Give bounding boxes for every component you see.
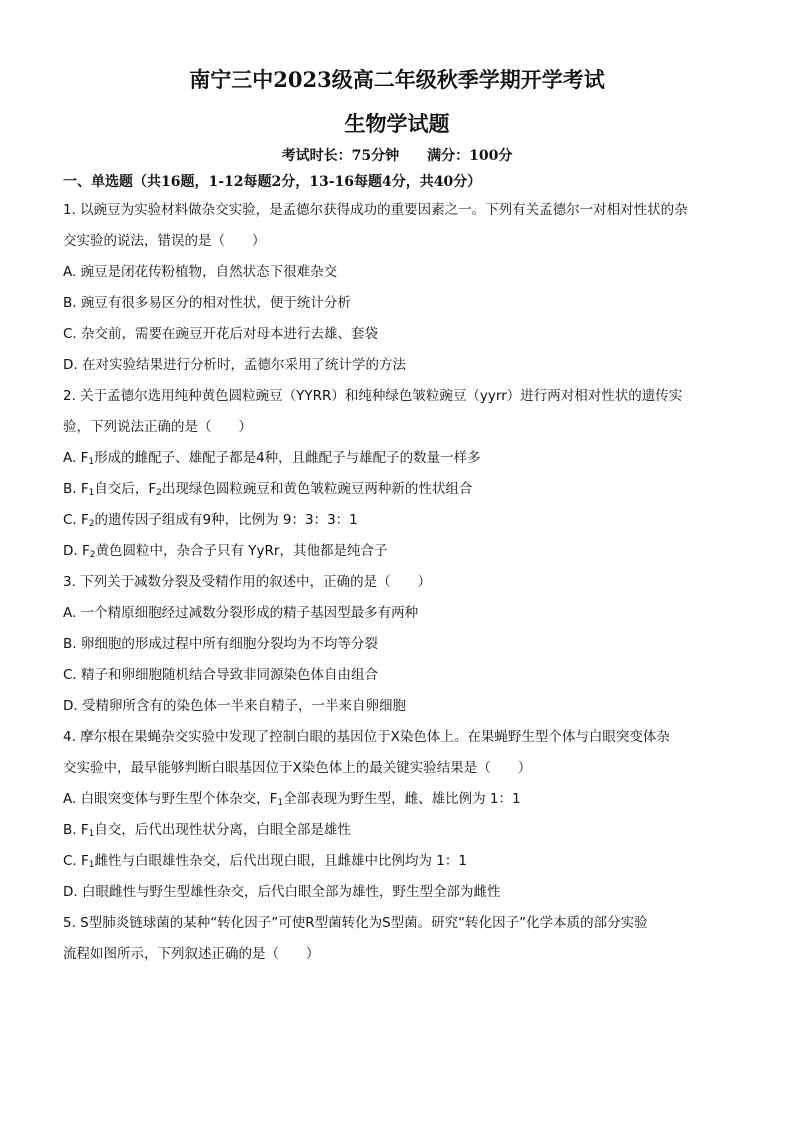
- exam-meta: [0, 146, 794, 166]
- exam-score: 满分：100分: [427, 148, 513, 164]
- section-heading: 一、单选题（共16题，1-12每题2分，13-16每题4分，共40分）: [63, 174, 482, 190]
- question-1-option-a: A. 豌豆是闭花传粉植物，自然状态下很难杂交: [63, 264, 338, 280]
- question-4-option-c: C. $F_1$雌性与白眼雄性杂交，后代出现白眼，且雌雄中比例均为 1：1: [63, 853, 467, 870]
- question-list: [63, 171, 724, 970]
- question-3-option-c: C. 精子和卵细胞随机结合导致非同源染色体自由组合: [63, 667, 379, 683]
- exam-duration: 考试时长：75分钟: [281, 148, 400, 164]
- question-4-option-d: D. 白眼雌性与野生型雄性杂交，后代白眼全部为雄性，野生型全部为雌性: [63, 884, 501, 900]
- question-4-option-a: A. 白眼突变体与野生型个体杂交，$F_1$全部表现为野生型，雌、雄比例为 1：1: [63, 791, 521, 808]
- question-3-option-d: D. 受精卵所含有的染色体一半来自精子，一半来自卵细胞: [63, 698, 406, 714]
- question-2-option-d: D. $F_2$黄色圆粒中，杂合子只有 YyRr，其他都是纯合子: [63, 543, 388, 560]
- question-2-stem: 2. 关于孟德尔选用纯种黄色圆粒豌豆（YYRR）和纯种绿色皱粒豌豆（yyrr）进行两对相对性状的遗传实: [63, 388, 683, 404]
- question-1-stem: 1. 以豌豆为实验材料做杂交实验，是孟德尔获得成功的重要因素之一。下列有关孟德尔一对相对性状的杂: [63, 202, 688, 218]
- question-1-option-b: B. 豌豆有很多易区分的相对性状，便于统计分析: [63, 295, 351, 311]
- question-3-stem: 3. 下列关于减数分裂及受精作用的叙述中，正确的是（ ）: [63, 574, 432, 590]
- exam-subtitle: 生物学试题: [344, 111, 450, 136]
- exam-title: 南宁三中2023级高二年级秋季学期开学考试: [189, 67, 605, 92]
- question-2-option-a: A. $F_1$形成的雌配子、雄配子都是4种，且雌配子与雄配子的数量一样多: [63, 450, 481, 467]
- question-3-option-b: B. 卵细胞的形成过程中所有细胞分裂均为不均等分裂: [63, 636, 378, 652]
- question-1-stem-cont: 交实验的说法，错误的是（ ）: [63, 233, 266, 249]
- question-4-stem: 4. 摩尔根在果蝇杂交实验中发现了控制白眼的基因位于X染色体上。在果蝇野生型个体与白眼突变体杂: [63, 729, 670, 745]
- question-5-stem: 5. S型肺炎链球菌的某种“转化因子”可使R型菌转化为S型菌。研究“转化因子”化学本质的部分实验: [63, 915, 648, 931]
- question-5-stem-cont: 流程如图所示，下列叙述正确的是（ ）: [63, 946, 320, 962]
- question-1-option-d: D. 在对实验结果进行分析时，孟德尔采用了统计学的方法: [63, 357, 406, 373]
- question-1-option-c: C. 杂交前，需要在豌豆开花后对母本进行去雄、套袋: [63, 326, 379, 342]
- question-4-option-b: B. $F_1$自交，后代出现性状分离，白眼全部是雄性: [63, 822, 351, 839]
- question-2-option-c: C. $F_2$的遗传因子组成有9种，比例为 9：3：3：1: [63, 512, 358, 529]
- question-2-option-b: B. $F_1$自交后，$F_2$出现绿色圆粒豌豆和黄色皱粒豌豆两种新的性状组合: [63, 481, 473, 498]
- question-2-stem-cont: 验，下列说法正确的是（ ）: [63, 419, 252, 435]
- question-3-option-a: A. 一个精原细胞经过减数分裂形成的精子基因型最多有两种: [63, 605, 419, 621]
- question-4-stem-cont: 交实验中，最早能够判断白眼基因位于X染色体上的最关键实验结果是（ ）: [63, 760, 532, 776]
